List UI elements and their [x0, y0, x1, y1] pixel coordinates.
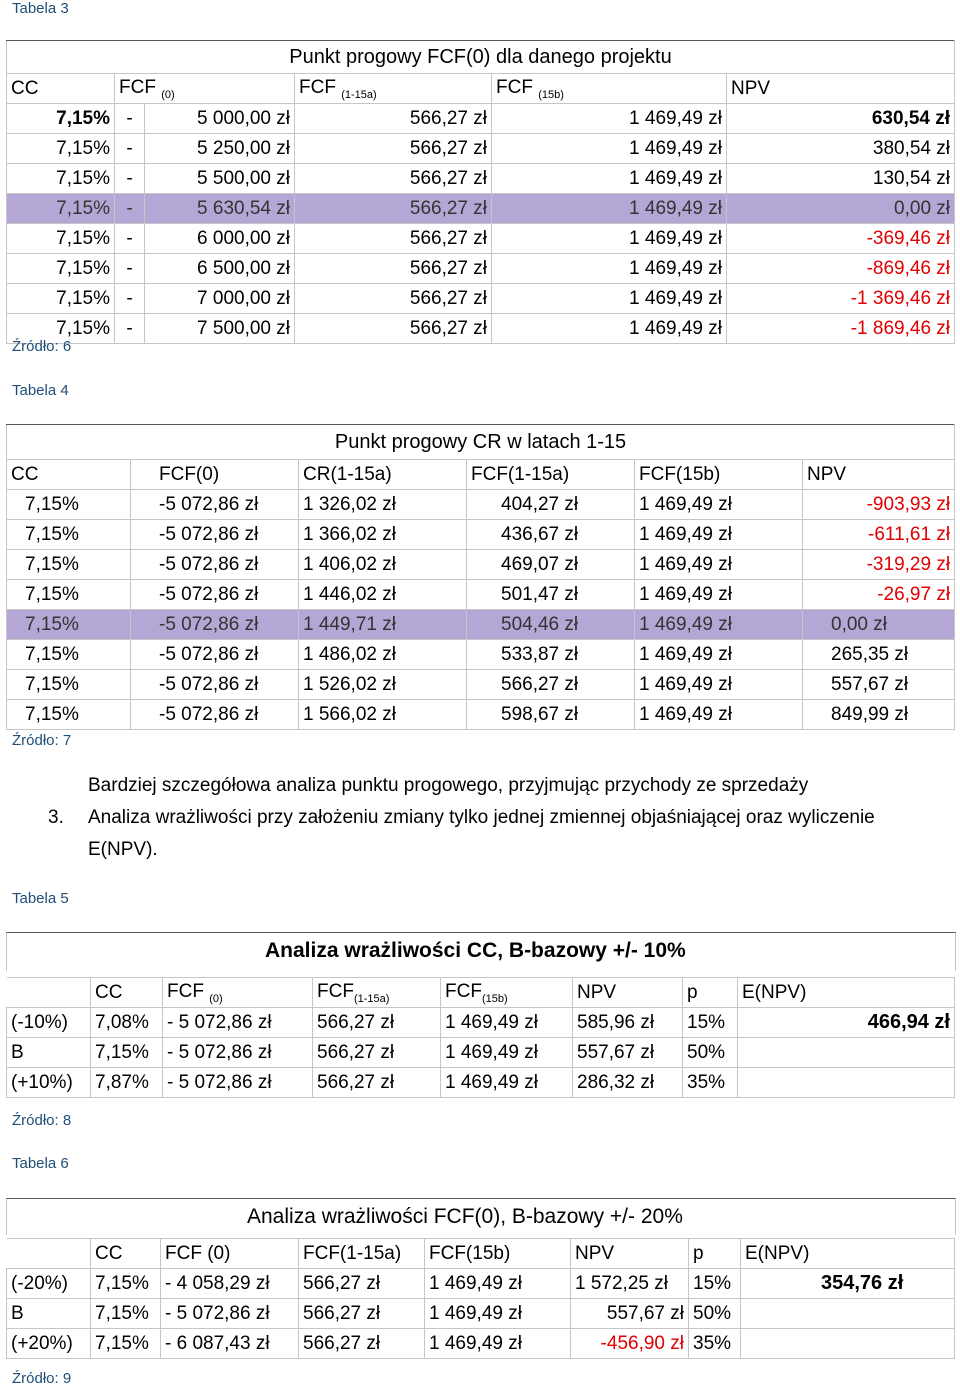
header-fcf-15b: FCF(15b): [635, 460, 803, 490]
table-row: [7, 284, 955, 314]
table4-caption: Tabela 4: [12, 382, 69, 399]
paragraph-line-1: Bardziej szczegółowa analiza punktu progowego, przyjmując przychody ze sprzedaży: [88, 775, 809, 796]
cell-sign: -: [115, 164, 145, 194]
cell-npv: 0,00 zł: [803, 610, 955, 640]
cell-fcf-15b: 1 469,49 zł: [425, 1299, 571, 1329]
paragraph-line-2: Analiza wrażliwości przy założeniu zmiany tylko jednej zmiennej objaśniającej oraz wyliczenie: [88, 807, 875, 828]
cell-fcf-1-15a: 566,27 zł: [313, 1038, 441, 1068]
table-row-highlighted: [7, 194, 955, 224]
cell-p: 35%: [689, 1329, 741, 1359]
cell-fcf-15b: 1 469,49 zł: [635, 490, 803, 520]
table6-caption: Tabela 6: [12, 1155, 69, 1172]
header-p: p: [683, 978, 738, 1008]
table6-header: [7, 1239, 955, 1269]
cell-fcf-1-15a: 566,27 zł: [295, 314, 492, 344]
paragraph-line-3: E(NPV).: [88, 839, 158, 860]
cell-fcf-1-15a: 533,87 zł: [467, 640, 635, 670]
cell-fcf-15b: 1 469,49 zł: [492, 194, 727, 224]
table4-title: Punkt progowy CR w latach 1-15: [7, 425, 955, 460]
cell-cr: 1 446,02 zł: [299, 580, 467, 610]
cell-fcf-1-15a: 566,27 zł: [299, 1269, 425, 1299]
header-fcf-1-15a: FCF $_{(1-15a)}$: [295, 74, 492, 104]
cell-sign: -: [115, 224, 145, 254]
cell-fcf-15b: 1 469,49 zł: [635, 520, 803, 550]
cell-cr: 1 366,02 zł: [299, 520, 467, 550]
cell-cc: 7,15%: [7, 520, 131, 550]
cell-fcf-15b: 1 469,49 zł: [441, 1068, 573, 1098]
table-row: [7, 640, 955, 670]
cell-fcf-1-15a: 566,27 zł: [295, 284, 492, 314]
cell-fcf-15b: 1 469,49 zł: [492, 224, 727, 254]
cell-fcf-1-15a: 566,27 zł: [295, 134, 492, 164]
cell-fcf-15b: 1 469,49 zł: [635, 670, 803, 700]
cell-fcf-15b: 1 469,49 zł: [425, 1269, 571, 1299]
table-row-highlighted: [7, 610, 955, 640]
header-enpv: E(NPV): [741, 1239, 955, 1269]
cell-cc: 7,15%: [7, 610, 131, 640]
cell-cc: 7,15%: [7, 134, 115, 164]
cell-variant: (-20%): [7, 1269, 91, 1299]
cell-fcf0: -5 072,86 zł: [131, 640, 299, 670]
cell-npv: 0,00 zł: [727, 194, 955, 224]
header-cc: CC: [7, 74, 115, 104]
cell-cc: 7,15%: [7, 314, 115, 344]
table-row: [7, 1038, 955, 1068]
header-npv: NPV: [727, 74, 955, 104]
cell-fcf0: - 6 087,43 zł: [161, 1329, 299, 1359]
cell-npv: 130,54 zł: [727, 164, 955, 194]
cell-npv: 849,99 zł: [803, 700, 955, 730]
cell-fcf-15b: 1 469,49 zł: [441, 1008, 573, 1038]
cell-cc: 7,15%: [91, 1299, 161, 1329]
cell-p: 15%: [683, 1008, 738, 1038]
table5-title-row: [6, 932, 956, 971]
cell-fcf0: - 5 072,86 zł: [161, 1299, 299, 1329]
table5-caption: Tabela 5: [12, 890, 69, 907]
cell-npv: -319,29 zł: [803, 550, 955, 580]
cell-npv: -456,90 zł: [571, 1329, 689, 1359]
cell-fcf-15b: 1 469,49 zł: [635, 610, 803, 640]
cell-cc: 7,15%: [91, 1038, 163, 1068]
header-fcf0: FCF $_{(0)}$: [163, 978, 313, 1008]
header-p: p: [689, 1239, 741, 1269]
header-fcf-15b: $FCF_{(15b)}$: [441, 978, 573, 1008]
cell-fcf-15b: 1 469,49 zł: [441, 1038, 573, 1068]
header-fcf-1-15a: FCF(1-15a): [467, 460, 635, 490]
cell-fcf0: - 5 072,86 zł: [163, 1068, 313, 1098]
header-npv: NPV: [571, 1239, 689, 1269]
cell-fcf-15b: 1 469,49 zł: [425, 1329, 571, 1359]
cell-cr: 1 486,02 zł: [299, 640, 467, 670]
table5-header: [7, 978, 955, 1008]
cell-p: 50%: [683, 1038, 738, 1068]
cell-cc: 7,15%: [7, 224, 115, 254]
header-cc: CC: [91, 978, 163, 1008]
cell-variant: (+20%): [7, 1329, 91, 1359]
cell-cc: 7,15%: [7, 284, 115, 314]
cell-fcf-15b: 1 469,49 zł: [635, 640, 803, 670]
table-row: [7, 314, 955, 344]
cell-fcf-15b: 1 469,49 zł: [492, 134, 727, 164]
cell-npv: 380,54 zł: [727, 134, 955, 164]
header-fcf0: FCF $_{(0)}$: [115, 74, 295, 104]
table3-header: [7, 74, 955, 104]
table-row: [7, 1068, 955, 1098]
cell-npv: -369,46 zł: [727, 224, 955, 254]
cell-npv: 585,96 zł: [573, 1008, 683, 1038]
table-row: [7, 224, 955, 254]
header-cc: CC: [91, 1239, 161, 1269]
table6-source: Źródło: 9: [12, 1370, 72, 1387]
cell-cc: 7,15%: [7, 104, 115, 134]
cell-fcf0: -5 072,86 zł: [131, 610, 299, 640]
table3: [6, 40, 955, 344]
cell-fcf-1-15a: 404,27 zł: [467, 490, 635, 520]
cell-fcf-1-15a: 566,27 zł: [313, 1068, 441, 1098]
table3-source: Źródło: 6: [12, 338, 72, 355]
cell-fcf-15b: 1 469,49 zł: [492, 284, 727, 314]
table5-source: Źródło: 8: [12, 1112, 72, 1129]
cell-fcf0: 6 500,00 zł: [145, 254, 295, 284]
cell-npv: 557,67 zł: [571, 1299, 689, 1329]
cell-fcf0: -5 072,86 zł: [131, 490, 299, 520]
cell-fcf0: 7 500,00 zł: [145, 314, 295, 344]
cell-fcf0: - 5 072,86 zł: [163, 1008, 313, 1038]
cell-fcf-15b: 1 469,49 zł: [635, 580, 803, 610]
cell-fcf0: -5 072,86 zł: [131, 520, 299, 550]
table-row: [7, 254, 955, 284]
header-fcf0: FCF(0): [131, 460, 299, 490]
cell-cc: 7,15%: [91, 1269, 161, 1299]
cell-p: 50%: [689, 1299, 741, 1329]
cell-cr: 1 449,71 zł: [299, 610, 467, 640]
table5-title: Analiza wrażliwości CC, B-bazowy +/- 10%: [265, 939, 686, 962]
table4: [6, 424, 955, 730]
cell-sign: -: [115, 104, 145, 134]
cell-fcf-1-15a: 501,47 zł: [467, 580, 635, 610]
cell-fcf0: 7 000,00 zł: [145, 284, 295, 314]
cell-npv: 557,67 zł: [573, 1038, 683, 1068]
cell-npv: 630,54 zł: [727, 104, 955, 134]
cell-npv: -903,93 zł: [803, 490, 955, 520]
cell-npv: -26,97 zł: [803, 580, 955, 610]
cell-cc: 7,15%: [7, 254, 115, 284]
cell-cc: 7,15%: [7, 700, 131, 730]
cell-cc: 7,15%: [7, 164, 115, 194]
cell-npv: 1 572,25 zł: [571, 1269, 689, 1299]
table-row: [7, 490, 955, 520]
table3-caption: Tabela 3: [12, 0, 69, 17]
cell-npv: 265,35 zł: [803, 640, 955, 670]
header-fcf-15b: FCF(15b): [425, 1239, 571, 1269]
cell-fcf0: -5 072,86 zł: [131, 670, 299, 700]
table6-title: Analiza wrażliwości FCF(0), B-bazowy +/- 20%: [247, 1205, 683, 1228]
cell-cc: 7,08%: [91, 1008, 163, 1038]
table-row: [7, 1269, 955, 1299]
cell-fcf0: -5 072,86 zł: [131, 550, 299, 580]
cell-cr: 1 406,02 zł: [299, 550, 467, 580]
list-number: 3.: [48, 807, 64, 828]
cell-fcf0: - 4 058,29 zł: [161, 1269, 299, 1299]
header-fcf-1-15a: FCF(1-15a): [299, 1239, 425, 1269]
cell-fcf-1-15a: 566,27 zł: [295, 164, 492, 194]
cell-fcf-15b: 1 469,49 zł: [492, 104, 727, 134]
table3-title: Punkt progowy FCF(0) dla danego projektu: [7, 41, 955, 74]
cell-p: 15%: [689, 1269, 741, 1299]
cell-npv: -1 369,46 zł: [727, 284, 955, 314]
cell-cc: 7,15%: [91, 1329, 161, 1359]
cell-fcf0: 6 000,00 zł: [145, 224, 295, 254]
cell-cr: 1 326,02 zł: [299, 490, 467, 520]
cell-fcf-1-15a: 566,27 zł: [295, 224, 492, 254]
cell-fcf0: 5 000,00 zł: [145, 104, 295, 134]
cell-fcf-15b: 1 469,49 zł: [635, 550, 803, 580]
cell-enpv: 466,94 zł: [738, 1008, 955, 1038]
cell-p: 35%: [683, 1068, 738, 1098]
cell-fcf-1-15a: 436,67 zł: [467, 520, 635, 550]
table6-title-row: [6, 1198, 956, 1235]
cell-fcf-1-15a: 566,27 zł: [295, 194, 492, 224]
cell-npv: -869,46 zł: [727, 254, 955, 284]
cell-fcf0: 5 250,00 zł: [145, 134, 295, 164]
table-row: [7, 134, 955, 164]
cell-cc: 7,15%: [7, 550, 131, 580]
cell-cr: 1 526,02 zł: [299, 670, 467, 700]
cell-cc: 7,15%: [7, 670, 131, 700]
table-row: [7, 1329, 955, 1359]
cell-fcf0: 5 500,00 zł: [145, 164, 295, 194]
cell-sign: -: [115, 134, 145, 164]
cell-fcf0: -5 072,86 zł: [131, 700, 299, 730]
cell-fcf-1-15a: 566,27 zł: [295, 104, 492, 134]
cell-fcf-1-15a: 566,27 zł: [295, 254, 492, 284]
cell-variant: B: [7, 1038, 91, 1068]
cell-sign: -: [115, 254, 145, 284]
header-fcf0: FCF (0): [161, 1239, 299, 1269]
cell-fcf-15b: 1 469,49 zł: [635, 700, 803, 730]
cell-cr: 1 566,02 zł: [299, 700, 467, 730]
table-row: [7, 1299, 955, 1329]
cell-fcf-1-15a: 566,27 zł: [467, 670, 635, 700]
cell-variant: B: [7, 1299, 91, 1329]
header-enpv: E(NPV): [738, 978, 955, 1008]
cell-fcf-15b: 1 469,49 zł: [492, 254, 727, 284]
cell-npv: -611,61 zł: [803, 520, 955, 550]
table-row: [7, 164, 955, 194]
table4-header: [7, 460, 955, 490]
cell-cc: 7,15%: [7, 490, 131, 520]
table-row: [7, 670, 955, 700]
header-cr: CR(1-15a): [299, 460, 467, 490]
cell-fcf-1-15a: 566,27 zł: [313, 1008, 441, 1038]
cell-fcf0: -5 072,86 zł: [131, 580, 299, 610]
table4-source: Źródło: 7: [12, 732, 72, 749]
cell-fcf-1-15a: 566,27 zł: [299, 1329, 425, 1359]
header-npv: NPV: [803, 460, 955, 490]
cell-npv: -1 869,46 zł: [727, 314, 955, 344]
cell-fcf-15b: 1 469,49 zł: [492, 314, 727, 344]
header-cc: CC: [7, 460, 131, 490]
table-row: [7, 580, 955, 610]
header-fcf-1-15a: $FCF_{(1-15a)}$: [313, 978, 441, 1008]
table-row: [7, 104, 955, 134]
cell-fcf0: 5 630,54 zł: [145, 194, 295, 224]
cell-fcf-1-15a: 469,07 zł: [467, 550, 635, 580]
cell-fcf-15b: 1 469,49 zł: [492, 164, 727, 194]
table6: [6, 1238, 955, 1359]
cell-fcf-1-15a: 504,46 zł: [467, 610, 635, 640]
table-row: [7, 550, 955, 580]
table-row: [7, 1008, 955, 1038]
cell-cc: 7,15%: [7, 194, 115, 224]
cell-sign: -: [115, 284, 145, 314]
cell-variant: (-10%): [7, 1008, 91, 1038]
cell-fcf-1-15a: 598,67 zł: [467, 700, 635, 730]
cell-npv: 557,67 zł: [803, 670, 955, 700]
cell-sign: -: [115, 194, 145, 224]
cell-cc: 7,87%: [91, 1068, 163, 1098]
cell-fcf0: - 5 072,86 zł: [163, 1038, 313, 1068]
table5: [6, 977, 955, 1098]
table-row: [7, 520, 955, 550]
cell-npv: 286,32 zł: [573, 1068, 683, 1098]
cell-cc: 7,15%: [7, 580, 131, 610]
cell-variant: (+10%): [7, 1068, 91, 1098]
cell-fcf-1-15a: 566,27 zł: [299, 1299, 425, 1329]
header-fcf-15b: FCF $_{(15b)}$: [492, 74, 727, 104]
cell-sign: -: [115, 314, 145, 344]
table-row: [7, 700, 955, 730]
header-npv: NPV: [573, 978, 683, 1008]
cell-enpv: 354,76 zł: [741, 1269, 955, 1299]
cell-cc: 7,15%: [7, 640, 131, 670]
